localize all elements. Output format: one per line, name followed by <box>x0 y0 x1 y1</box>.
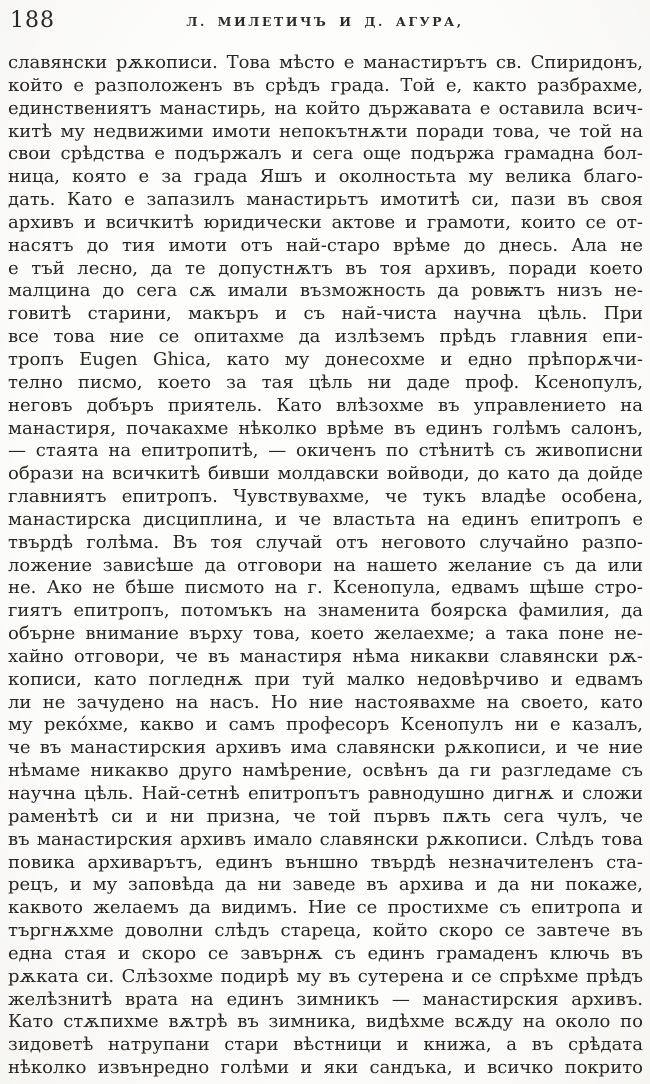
text-line: хайно отговори, че въ манастиря нѣма никакви славянски рѫ- <box>8 645 643 667</box>
text-line: раменѣтѣ си и ни призна, че той първъ пѫть сега чулъ, че <box>8 805 643 827</box>
text-line: насятъ до тия имоти отъ най-старо врѣме до днесь. Ала не <box>8 234 643 256</box>
text-line: дать. Като е запазилъ манастирьтъ имотитѣ си, пази въ своя <box>8 189 643 211</box>
text-line: рецъ, и му заповѣда да ни заведе въ архива и да ни покаже, <box>8 874 643 896</box>
text-line: нѣколко извънредно голѣми и яки сандъка, и всичко покрито <box>8 1057 643 1079</box>
text-line: китѣ му недвижими имоти непокътнѫти поради това, че той на <box>8 120 643 142</box>
text-line: търгнѫхме доволни слѣдъ стареца, който скоро се завтече въ <box>8 920 643 942</box>
text-line: главниятъ епитропъ. Чувствувахме, че тукъ владѣе особена, <box>8 486 643 508</box>
text-line: ложение зависѣше да отговори на нашето желание съ да или <box>8 554 643 576</box>
body-text <box>8 52 643 1080</box>
text-line: неговъ добъръ приятель. Като влѣзохме въ управлението на <box>8 394 643 416</box>
running-head: Л. МИЛЕТИЧЪ И Д. АГУРА, <box>186 14 464 29</box>
text-line: ли не зачудено на насъ. Но ние настоявахме на своето, като <box>8 691 643 713</box>
text-line: рѫката си. Слѣзохме подирѣ му въ сутерена и се спрѣхме прѣдъ <box>8 965 643 987</box>
text-line: кописи, като погледнѫ при туй малко недовѣрчиво и едвамъ <box>8 668 643 690</box>
text-line: не. Ако не бѣше писмото на г. Ксенопула, едвамъ щѣше стро- <box>8 577 643 599</box>
page-number: 188 <box>10 8 55 33</box>
text-line: малцина до сега сѫ имали възможность да ровѭтъ низъ не- <box>8 280 643 302</box>
text-line: — стаята на епитропитѣ, — окиченъ по стѣнитѣ съ живописни <box>8 440 643 462</box>
text-line: манастиря, почакахме нѣколко врѣме въ единъ голѣмъ салонъ, <box>8 417 643 439</box>
text-line: който е разположенъ въ срѣдъ града. Той е, както разбрахме, <box>8 74 643 96</box>
text-line: манастирска дисциплина, и че властьта на единъ епитропъ е <box>8 508 643 530</box>
text-line: все това ние се опитахме да излѣземъ прѣдъ главния епи- <box>8 326 643 348</box>
text-line: че въ манастирския архивъ има славянски рѫкописи, и че ние <box>8 737 643 759</box>
text-line: една стая и скоро се завърнѫ съ единъ грамаденъ ключь въ <box>8 942 643 964</box>
text-line: въ манастирския архивъ имало славянски рѫкописи. Слѣдъ това <box>8 828 643 850</box>
page-header <box>0 6 650 44</box>
text-line: нѣмаме никакво друго намѣрение, освѣнъ да ги разгледаме съ <box>8 760 643 782</box>
text-line: единствениятъ манастирь, на който държавата е оставила всич- <box>8 97 643 119</box>
text-line: обърне внимание върху това, което желаехме; а така поне не- <box>8 623 643 645</box>
text-line: телно писмо, което за тая цѣль ни даде проф. Ксенопулъ, <box>8 371 643 393</box>
text-line: ница, която е за града Яшъ и околностьта му велика благо- <box>8 166 643 188</box>
text-line: славянски рѫкописи. Това мѣсто е манастирътъ св. Спиридонъ, <box>8 52 643 73</box>
text-line: Като стѫпихме вѫтрѣ въ зимника, видѣхме всѫду на около по <box>8 1011 643 1033</box>
text-line: твърдѣ голѣма. Въ тоя случай отъ неговото случайно разпо- <box>8 531 643 553</box>
text-line: говитѣ старини, макъръ и съ най-чиста научна цѣль. При <box>8 303 643 325</box>
text-line: каквото желаемъ да видимъ. Ние се простихме съ епитропа и <box>8 897 643 919</box>
text-line: му реко́хме, какво и самъ професоръ Ксенопулъ ни е казалъ, <box>8 714 643 736</box>
text-line: гиятъ епитропъ, потомъкъ на знаменита боярска фамилия, да <box>8 600 643 622</box>
text-line: свои срѣдства е подържалъ и сега още подържа грамадна бол- <box>8 143 643 165</box>
text-line: желѣзнитѣ врата на единъ зимникъ — манастирския архивъ. <box>8 988 643 1010</box>
text-line: тропъ Eugen Ghica, като му донесохме и едно прѣпорѫчи- <box>8 348 643 370</box>
text-line: зидоветѣ натрупани стари вѣстници и книжа, а въ срѣдата <box>8 1034 643 1056</box>
text-line: е тъй лесно, да те допустнѫтъ въ тоя архивъ, поради което <box>8 257 643 279</box>
text-line: повика архиварътъ, единъ външно твърдѣ незначителенъ ста- <box>8 851 643 873</box>
text-line: архивъ и всичкитѣ юридически актове и грамоти, които се от- <box>8 211 643 233</box>
text-line: образи на всичкитѣ бивши молдавски войводи, до като да дойде <box>8 463 643 485</box>
text-line: научна цѣль. Най-сетнѣ епитропътъ равнодушно дигнѫ и сложи <box>8 783 643 804</box>
